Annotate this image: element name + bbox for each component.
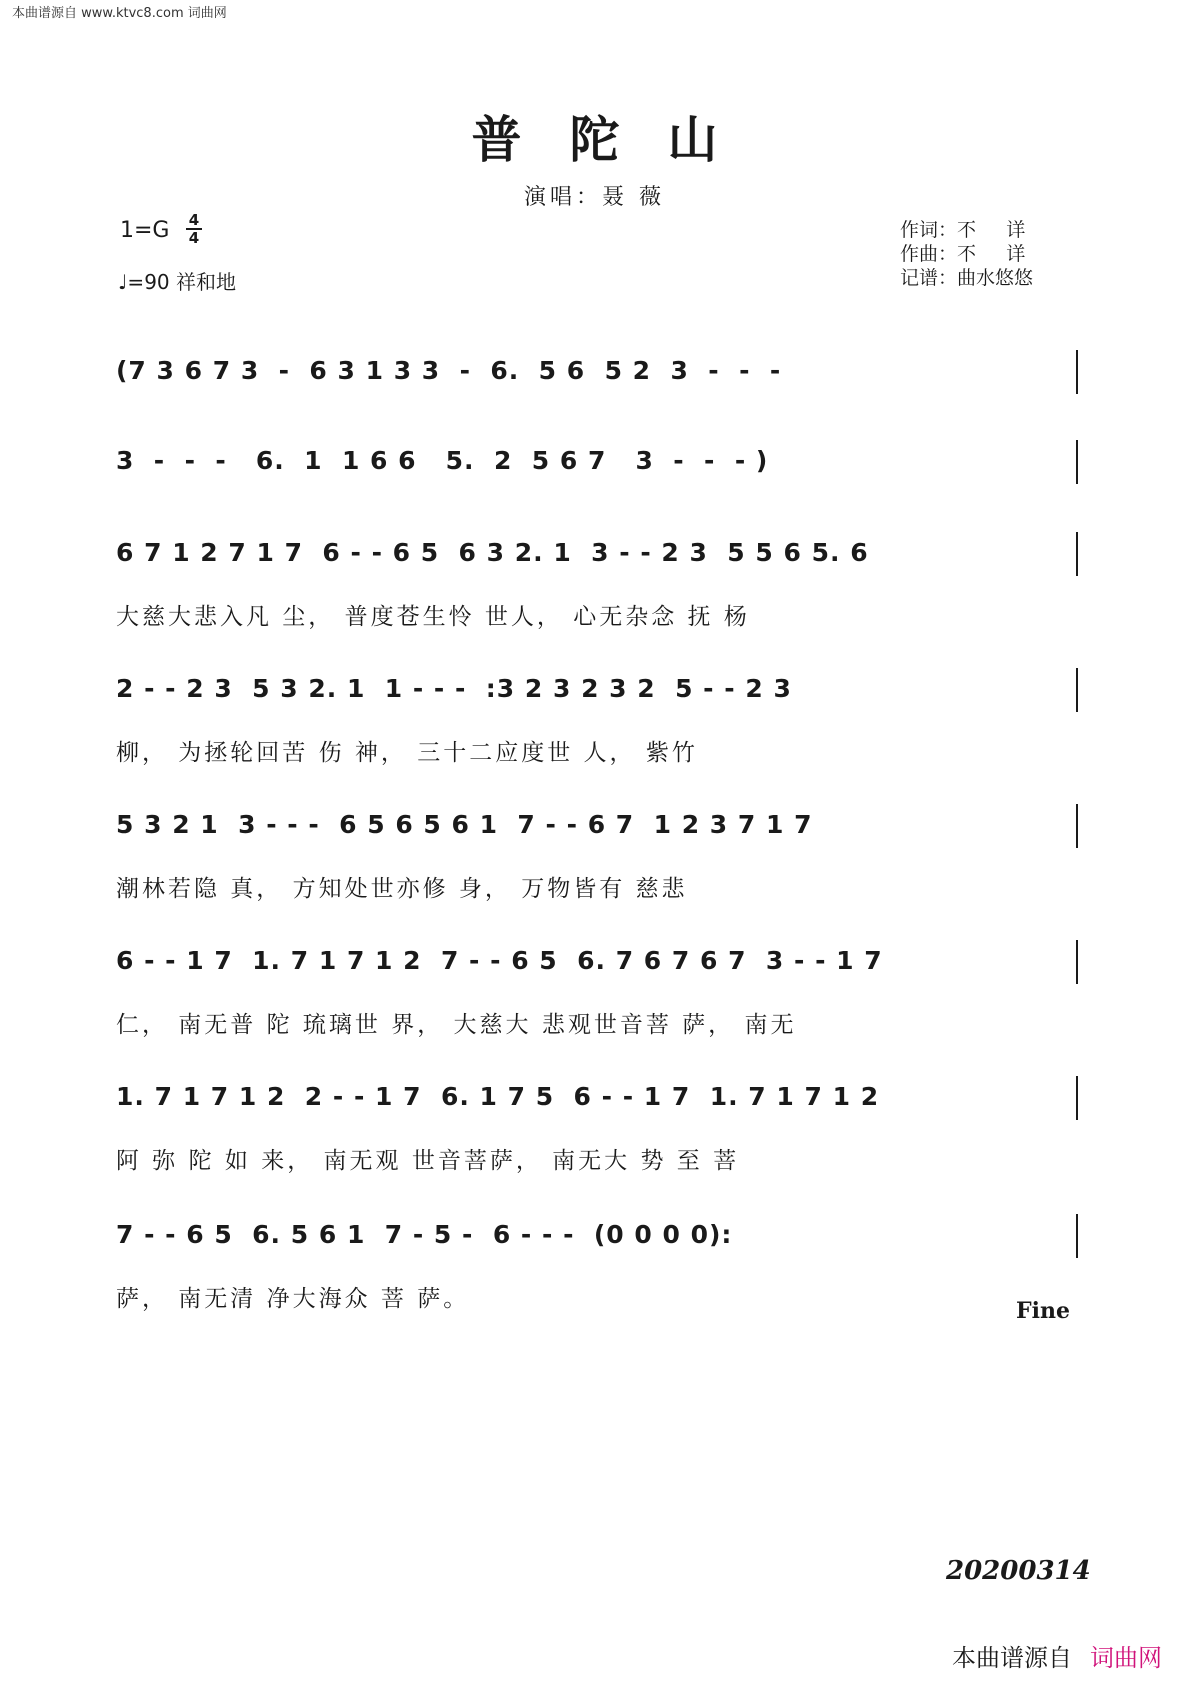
time-signature (186, 212, 202, 246)
notation-line: 6 - - 1 7 1. 7 1 7 1 2 7 - - 6 5 6. 7 6 7 6 7 3 - - 1 7 (116, 946, 883, 975)
barline (1076, 440, 1078, 484)
lyrics-line-5: 潮林若隐 真， 方知处世亦修 身， 万物皆有 慈悲 (116, 876, 688, 902)
notation-line: 1. 7 1 7 1 2 2 - - 1 7 6. 1 7 5 6 - - 1 7 1. 7 1 7 1 2 (116, 1082, 880, 1111)
notation-system-2 (116, 446, 1078, 486)
notation-line: 5 3 2 1 3 - - - 6 5 6 5 6 1 7 - - 6 7 1 2 3 7 1 7 (116, 810, 813, 839)
barline (1076, 668, 1078, 712)
barline (1076, 1214, 1078, 1258)
notation-system-3 (116, 538, 1078, 578)
lyrics-line-3: 大慈大悲入凡 尘， 普度苍生怜 世人， 心无杂念 抚 杨 (116, 604, 750, 630)
footer-brand: 词曲网 (1090, 1644, 1162, 1672)
barline (1076, 804, 1078, 848)
notation-line: (7 3 6 7 3 - 6 3 1 3 3 - 6. 5 6 5 2 3 - - - (116, 356, 782, 385)
notation-line: 3 - - - 6. 1 1 6 6 5. 2 5 6 7 3 - - - ) (116, 446, 769, 475)
notation-system-5 (116, 810, 1078, 850)
barline (1076, 350, 1078, 394)
notation-line: 2 - - 2 3 5 3 2. 1 1 - - - :3 2 3 2 3 2 5 - - 2 3 (116, 674, 792, 703)
barline (1076, 940, 1078, 984)
fine-marking: Fine (1016, 1298, 1070, 1324)
key-signature: 1=G (120, 218, 170, 243)
singer-line: 演唱：聂 薇 (524, 185, 665, 210)
top-source-text: 本曲谱源自 www.ktvc8.com 词曲网 (12, 6, 227, 21)
transcriber-credit: 记谱：曲水悠悠 (900, 267, 1034, 289)
page-title: 普陀山 (471, 110, 766, 169)
lyrics-line-8: 萨， 南无清 净大海众 菩 萨。 (116, 1286, 470, 1312)
notation-line: 6 7 1 2 7 1 7 6 - - 6 5 6 3 2. 1 3 - - 2 3 5 5 6 5. 6 (116, 538, 869, 567)
lyrics-line-4: 柳， 为拯轮回苦 伤 神， 三十二应度世 人， 紫竹 (116, 740, 698, 766)
time-signature-top: 4 (186, 212, 202, 230)
lyricist-credit: 作词：不 详 (900, 219, 1026, 241)
notation-line: 7 - - 6 5 6. 5 6 1 7 - 5 - 6 - - - (0 0 0 0): (116, 1220, 733, 1249)
lyrics-line-7: 阿 弥 陀 如 来， 南无观 世音菩萨， 南无大 势 至 菩 (116, 1148, 740, 1174)
lyrics-line-6: 仁， 南无普 陀 琉璃世 界， 大慈大 悲观世音菩 萨， 南无 (116, 1012, 797, 1038)
footer-source (952, 1638, 1162, 1673)
barline (1076, 1076, 1078, 1120)
notation-system-7 (116, 1082, 1078, 1122)
notation-system-6 (116, 946, 1078, 986)
time-signature-bottom: 4 (188, 229, 200, 247)
composer-credit: 作曲：不 详 (900, 243, 1026, 265)
notation-system-1 (116, 356, 1078, 396)
barline (1076, 532, 1078, 576)
credits-block (900, 218, 1033, 290)
notation-system-4 (116, 674, 1078, 714)
date-stamp: 20200314 (946, 1556, 1091, 1586)
notation-system-8 (116, 1220, 1078, 1260)
footer-prefix: 本曲谱源自 (952, 1644, 1072, 1672)
tempo-marking: ♩=90 祥和地 (118, 270, 236, 294)
